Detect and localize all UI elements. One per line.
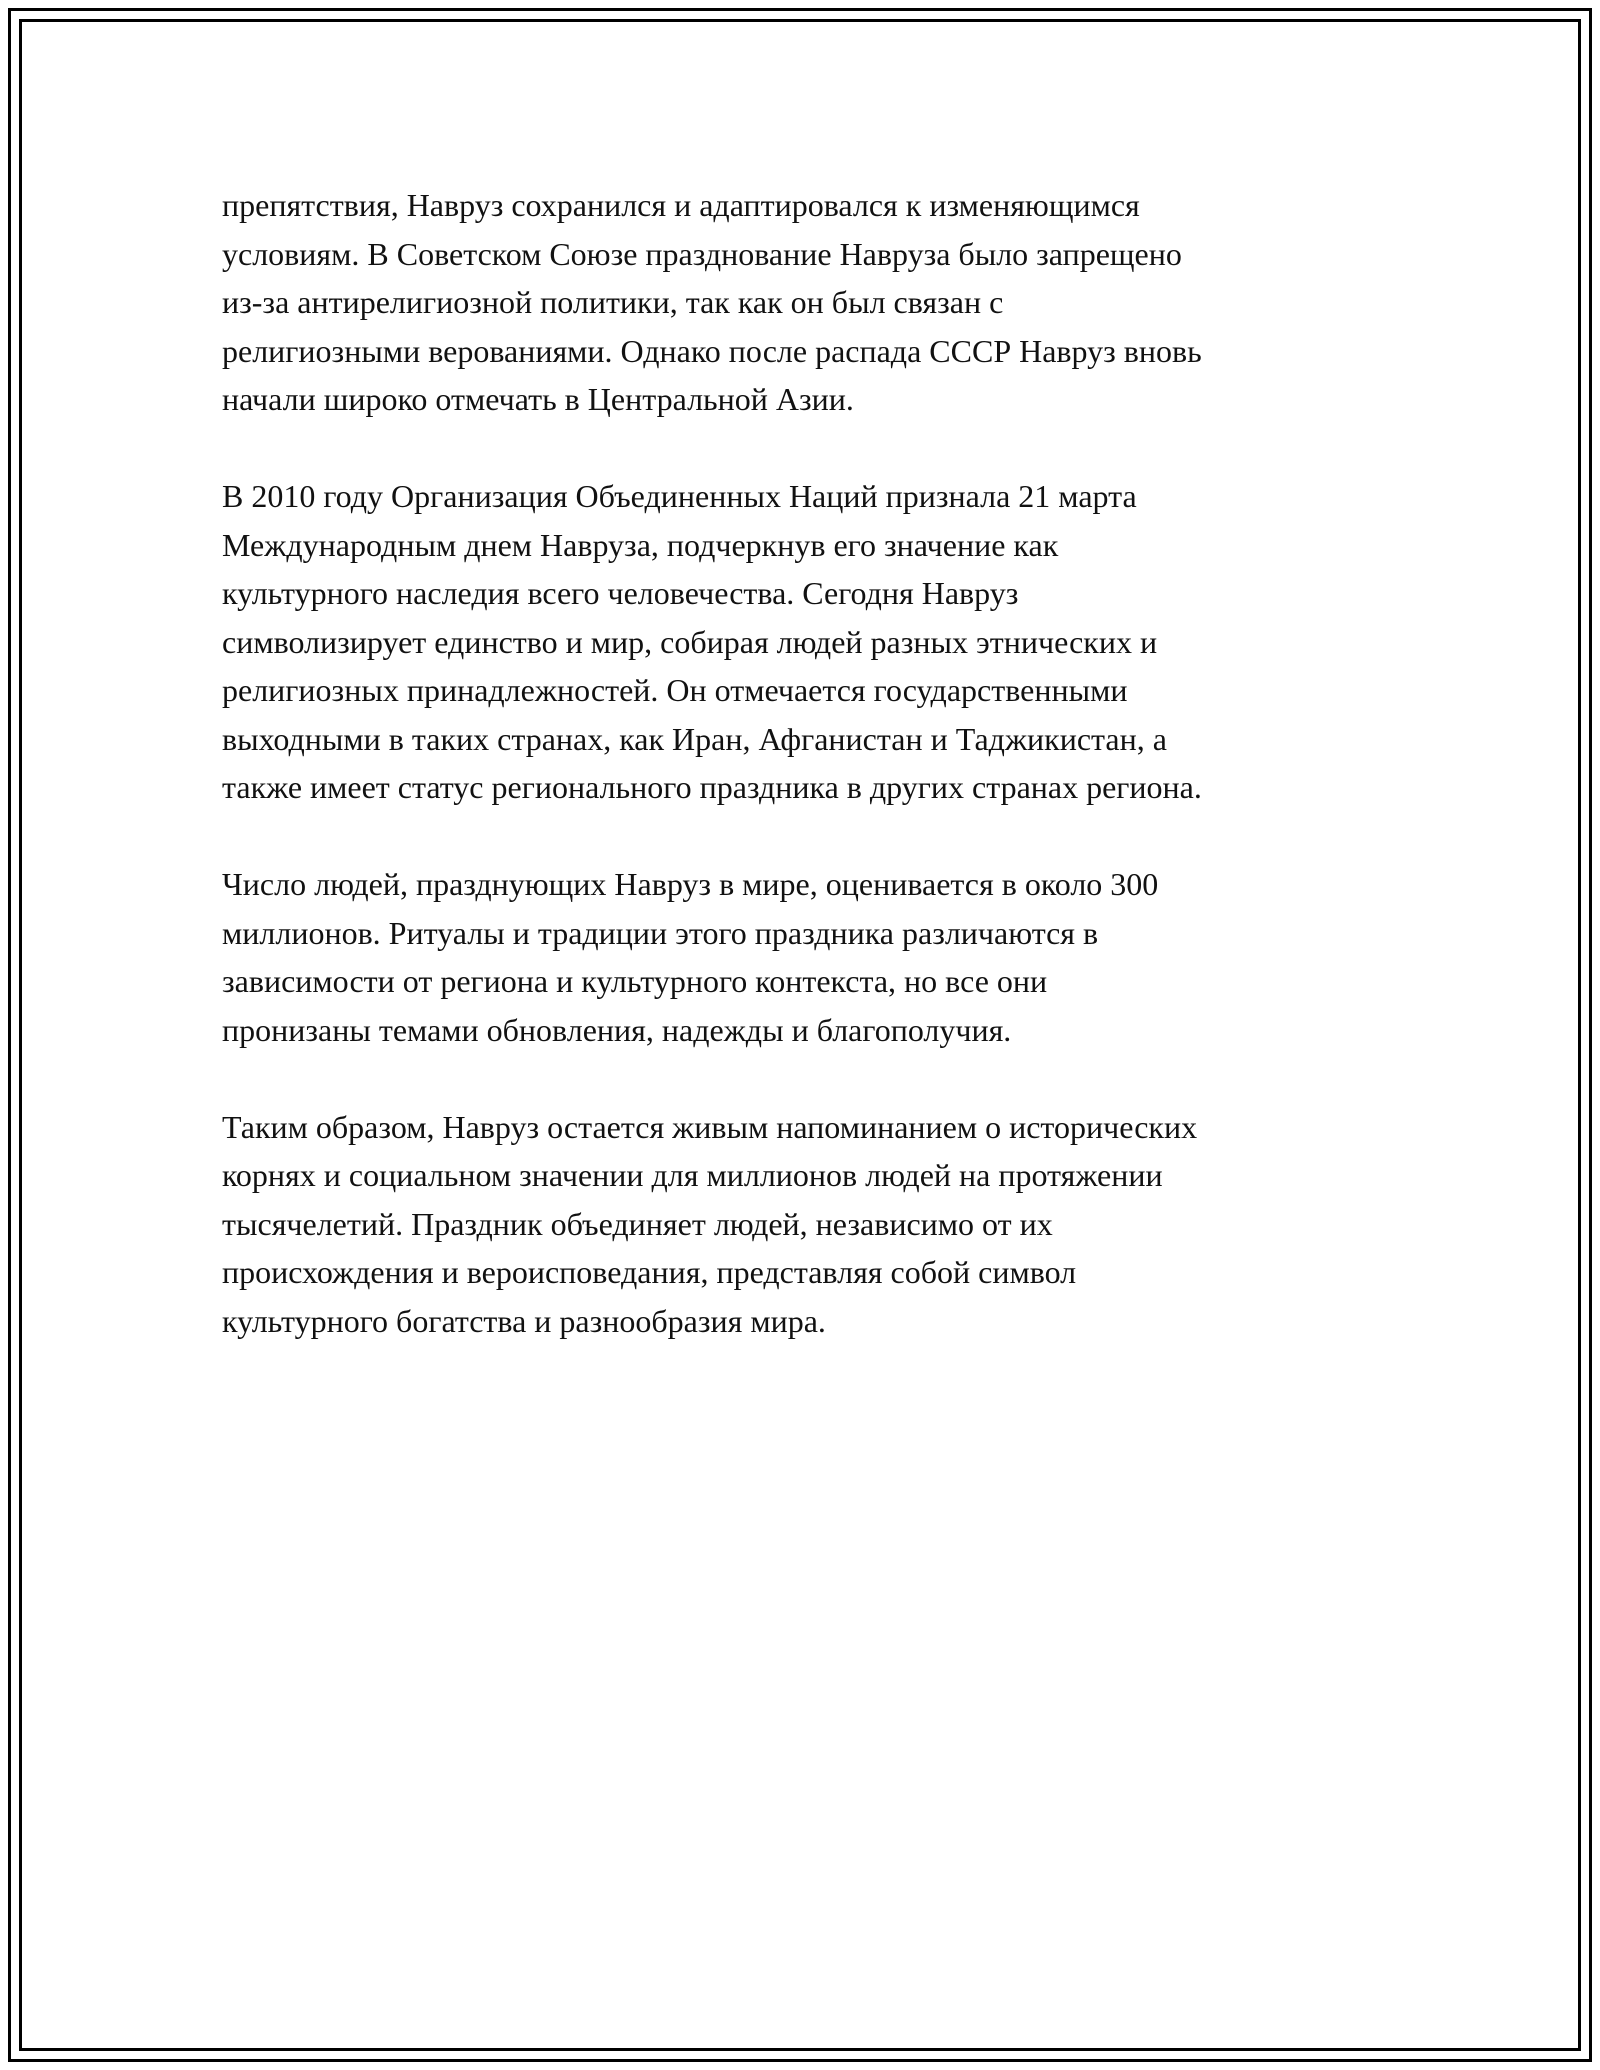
- paragraph-2: В 2010 году Организация Объединенных Наций признала 21 марта Международным днем Навруза, подчеркнув его значение как культурного наследия всего человечества. Сегодня Навруз символизирует единство и мир, собирая людей разных этнических и религиозных принадлежностей. Он отмечается государственными выходными в таких странах, как Иран, Афганистан и Таджикистан, а также имеет статус регионального праздника в других странах региона.: [222, 478, 1202, 805]
- document-body: [222, 181, 1372, 1394]
- paragraph-3: Число людей, празднующих Навруз в мире, оценивается в около 300 миллионов. Ритуалы и традиции этого праздника различаются в зависимости от региона и культурного контекста, но все они пронизаны темами обновления, надежды и благополучия.: [222, 866, 1159, 1048]
- paragraph-4: Таким образом, Навруз остается живым напоминанием о исторических корнях и социальном значении для миллионов людей на протяжении тысячелетий. Праздник объединяет людей, независимо от их происхождения и вероисповедания, представляя собой символ культурного богатства и разнообразия мира.: [222, 1108, 1198, 1339]
- paragraph-1: препятствия, Навруз сохранился и адаптировался к изменяющимся условиям. В Советском Союзе празднование Навруза было запрещено из-за антирелигиозной политики, так как он был связан с религиозными верованиями. Однако после распада СССР Навруз вновь начали широко отмечать в Центральной Азии.: [222, 187, 1202, 417]
